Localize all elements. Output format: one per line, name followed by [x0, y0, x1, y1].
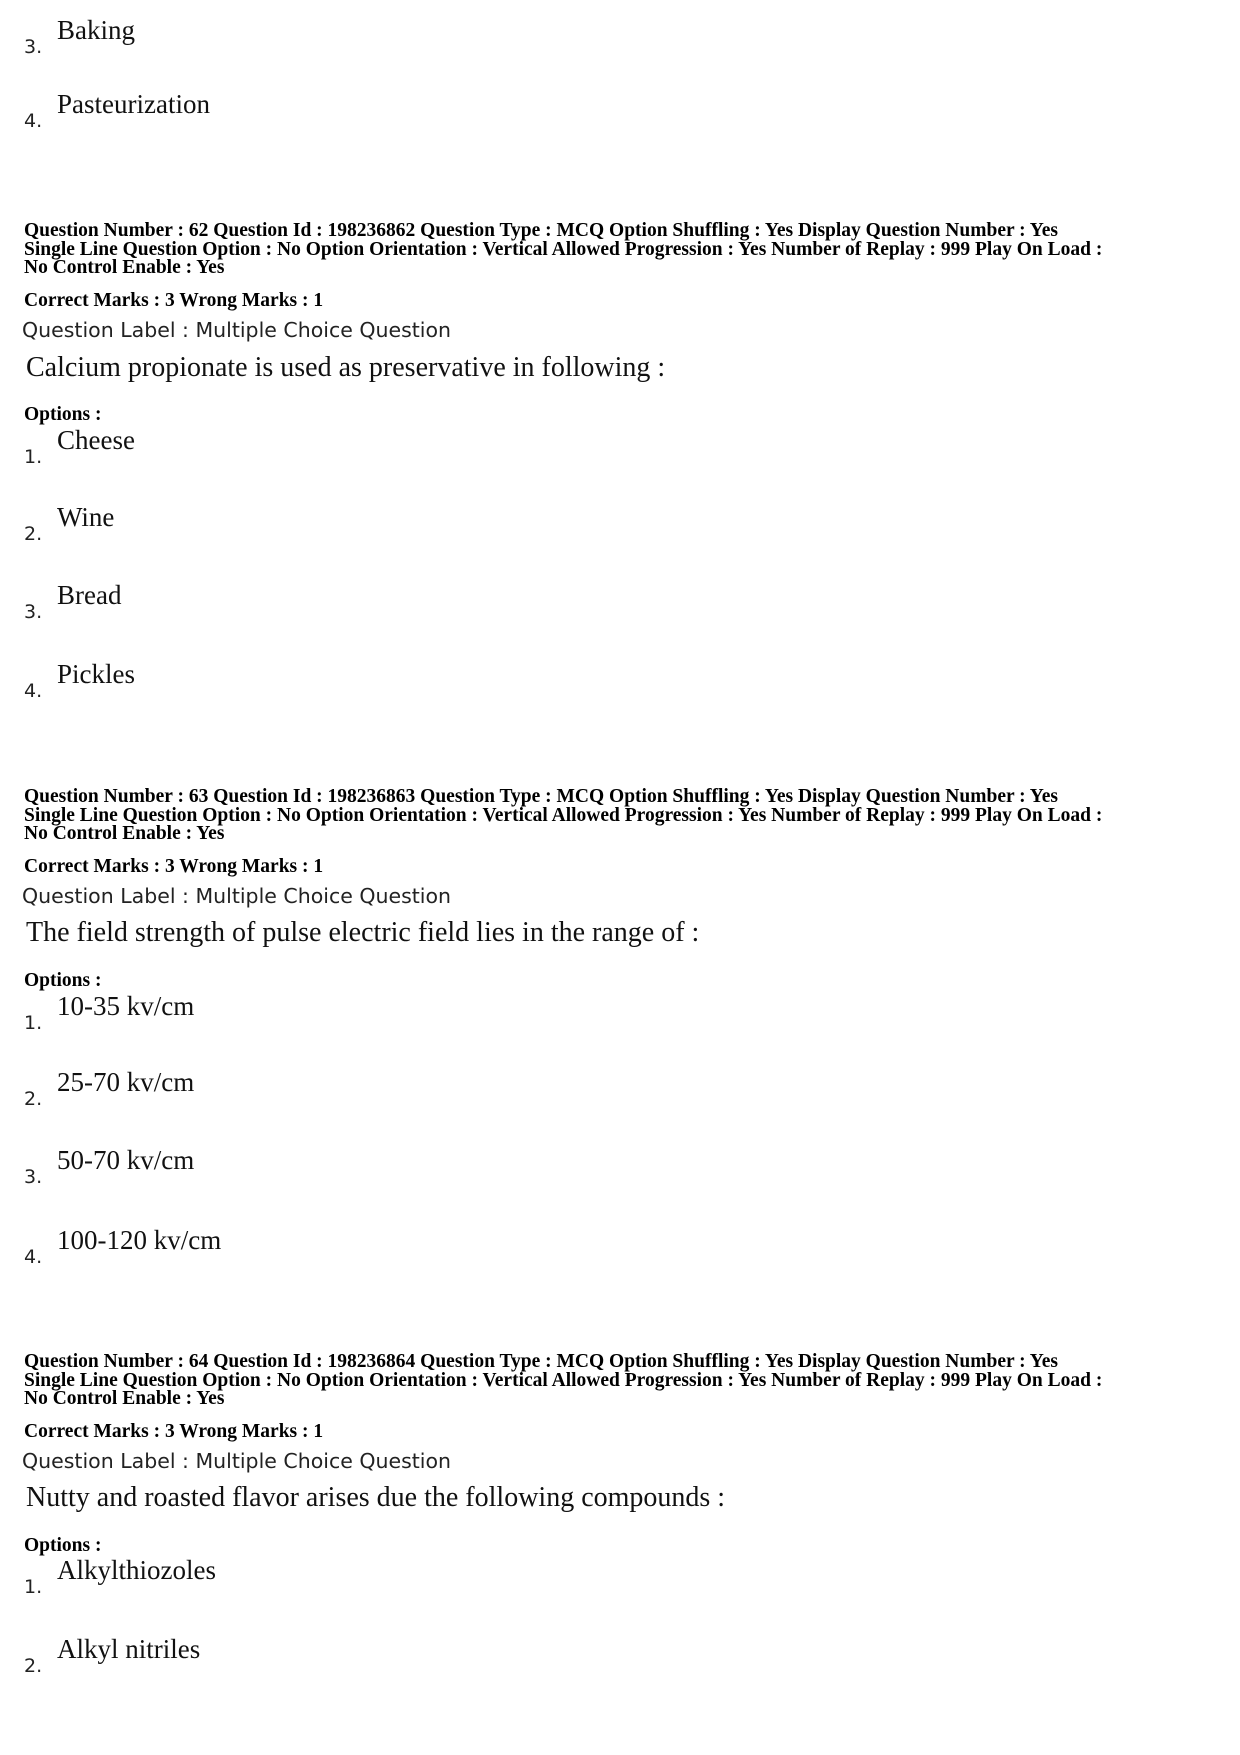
- option-number: 2.: [24, 523, 43, 545]
- question-marks: Correct Marks : 3 Wrong Marks : 1: [24, 1421, 324, 1442]
- meta-line: Single Line Question Option : No Option Orientation : Vertical Allowed Progression : Yes Number of Replay : 999 Play On Load :: [24, 804, 1103, 826]
- options-heading: Options :: [24, 970, 102, 991]
- meta-line: No Control Enable : Yes: [24, 1388, 225, 1409]
- option-text: Pasteurization: [57, 89, 210, 119]
- question-text: Calcium propionate is used as preservative in following :: [26, 352, 666, 383]
- option-text: 50-70 kv/cm: [57, 1145, 195, 1175]
- option-number: 3.: [24, 36, 43, 58]
- option-text: 10-35 kv/cm: [57, 991, 195, 1021]
- option-text: Cheese: [57, 425, 135, 455]
- question-label: Question Label : Multiple Choice Question: [22, 1449, 452, 1473]
- option-text: Pickles: [57, 659, 135, 689]
- option-number: 1.: [24, 1012, 43, 1034]
- meta-line: Single Line Question Option : No Option Orientation : Vertical Allowed Progression : Yes Number of Replay : 999 Play On Load :: [24, 1369, 1103, 1391]
- question-meta: [24, 1353, 1220, 1409]
- question-label: Question Label : Multiple Choice Question: [22, 318, 452, 342]
- options-heading: Options :: [24, 404, 102, 425]
- option-number: 1.: [24, 446, 43, 468]
- question-marks: Correct Marks : 3 Wrong Marks : 1: [24, 856, 324, 877]
- question-text: The field strength of pulse electric field lies in the range of :: [26, 917, 700, 948]
- question-meta: [24, 788, 1220, 844]
- meta-line: Question Number : 63 Question Id : 198236863 Question Type : MCQ Option Shuffling : Yes Display Question Number : Yes: [24, 786, 1058, 807]
- option-text: Alkyl nitriles: [57, 1634, 201, 1664]
- meta-line: Single Line Question Option : No Option Orientation : Vertical Allowed Progression : Yes Number of Replay : 999 Play On Load :: [24, 238, 1103, 260]
- option-number: 1.: [24, 1576, 43, 1598]
- meta-line: No Control Enable : Yes: [24, 257, 225, 278]
- option-text: 100-120 kv/cm: [57, 1225, 222, 1255]
- meta-line: Question Number : 62 Question Id : 198236862 Question Type : MCQ Option Shuffling : Yes Display Question Number : Yes: [24, 220, 1058, 241]
- meta-line: Question Number : 64 Question Id : 198236864 Question Type : MCQ Option Shuffling : Yes Display Question Number : Yes: [24, 1351, 1058, 1372]
- option-number: 2.: [24, 1088, 43, 1110]
- question-label: Question Label : Multiple Choice Question: [22, 884, 452, 908]
- option-text: Alkylthiozoles: [57, 1555, 216, 1585]
- options-heading: Options :: [24, 1535, 102, 1556]
- option-text: 25-70 kv/cm: [57, 1067, 195, 1097]
- option-number: 3.: [24, 601, 43, 623]
- question-meta: [24, 222, 1220, 278]
- option-text: Bread: [57, 580, 122, 610]
- option-text: Baking: [57, 15, 135, 45]
- option-number: 2.: [24, 1655, 43, 1677]
- question-text: Nutty and roasted flavor arises due the following compounds :: [26, 1482, 726, 1513]
- option-number: 4.: [24, 110, 43, 132]
- option-text: Wine: [57, 502, 115, 532]
- option-number: 4.: [24, 1246, 43, 1268]
- meta-line: No Control Enable : Yes: [24, 823, 225, 844]
- question-marks: Correct Marks : 3 Wrong Marks : 1: [24, 290, 324, 311]
- option-number: 3.: [24, 1166, 43, 1188]
- option-number: 4.: [24, 680, 43, 702]
